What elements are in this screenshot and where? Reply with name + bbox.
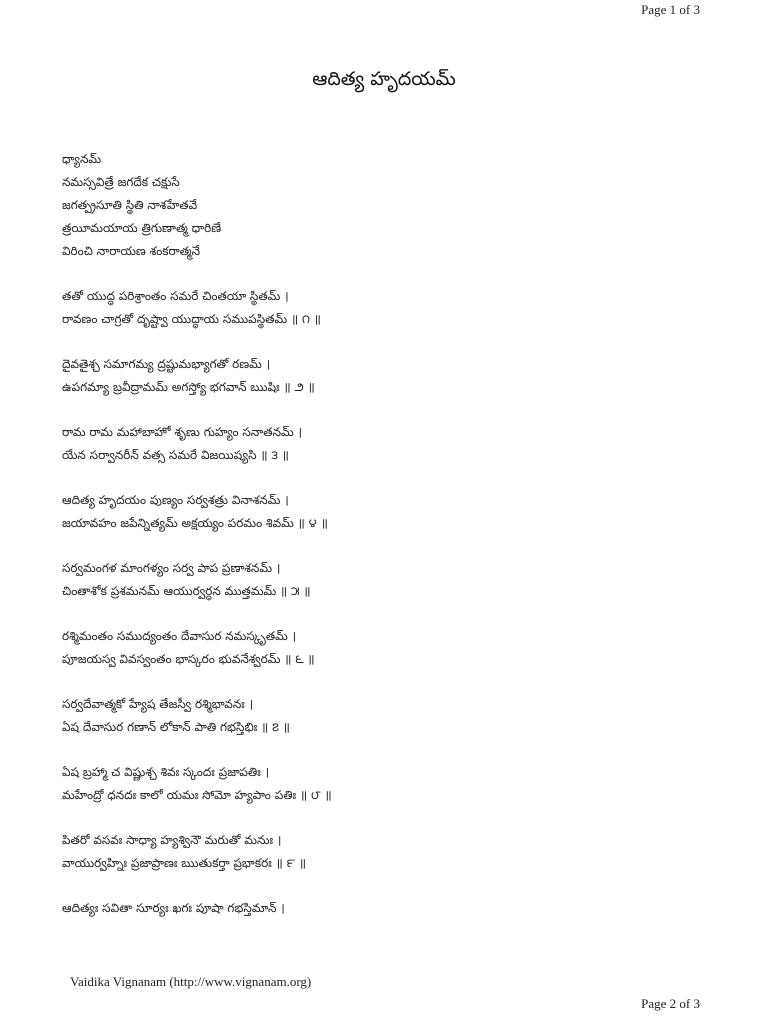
page-number-bottom: Page 2 of 3 xyxy=(641,996,700,1011)
document-title: ఆదిత్య హృదయమ్ xyxy=(312,68,456,90)
verse-7 xyxy=(62,693,702,739)
verse-line: జయావహం జపేన్నిత్యమ్ అక్షయ్యం పరమం శివమ్ ॥ ౪ ॥ xyxy=(62,516,328,530)
verse-1 xyxy=(62,285,702,331)
dhyanam-line: త్రయీమయాయ త్రిగుణాత్మ ధారిణే xyxy=(62,221,222,235)
verse-line: ఏష బ్రహ్మా చ విష్ణుశ్చ శివః స్కందః ప్రజాపతిః । xyxy=(62,765,270,779)
verse-6 xyxy=(62,625,702,671)
verse-line: తతో యుద్ధ పరిశ్రాంతం సమరే చింతయా స్థితమ్ । xyxy=(62,289,289,303)
verse-3 xyxy=(62,421,702,467)
verse-line: మహేంద్రో ధనదః కాలో యమః సోమో హ్యపాం పతిః ॥ ౮ ॥ xyxy=(62,788,332,802)
dhyanam-line: జగత్ప్రసూతి స్థితి నాశహేతవే xyxy=(62,198,198,212)
dhyanam-block xyxy=(62,148,702,263)
verse-line: ఏష దేవాసుర గణాన్ లోకాన్ పాతి గభస్తిభిః ॥ ౭ ॥ xyxy=(62,720,290,734)
verse-line: సర్వదేవాత్మకో హ్యేష తేజస్వీ రశ్మిభావనః । xyxy=(62,697,254,711)
footer-source: Vaidika Vignanam (http://www.vignanam.org) xyxy=(70,974,312,989)
verse-line: చింతాశోక ప్రశమనమ్ ఆయుర్వర్ధన ముత్తమమ్ ॥ ౫ ॥ xyxy=(62,584,311,598)
verse-line: ఆదిత్య హృదయం పుణ్యం సర్వశత్రు వినాశనమ్ । xyxy=(62,493,289,507)
verse-5 xyxy=(62,557,702,603)
verse-line: సర్వమంగళ మాంగళ్యం సర్వ పాప ప్రణాశనమ్ । xyxy=(62,561,281,575)
verse-line: వాయుర్వహ్నిః ప్రజాప్రాణః ఋతుకర్తా ప్రభాకరః ॥ ౯ ॥ xyxy=(62,856,307,870)
dhyanam-line: నమస్సవిత్రే జగదేక చక్షుసే xyxy=(62,175,180,189)
verse-line: యేన సర్వానరీన్ వత్స సమరే విజయిష్యసి ॥ ౩ ॥ xyxy=(62,448,289,462)
verse-line: రావణం చాగ్రతో దృష్ట్వా యుద్ధాయ సముపస్థితమ్ ॥ ౧ ॥ xyxy=(62,312,321,326)
dhyanam-line: విరించి నారాయణ శంకరాత్మనే xyxy=(62,244,201,258)
page-number-top: Page 1 of 3 xyxy=(641,2,700,17)
verse-2 xyxy=(62,353,702,399)
verse-line: పితరో వసవః సాధ్యా హ్యశ్వినౌ మరుతో మనుః । xyxy=(62,833,282,847)
verse-line: పూజయస్వ వివస్వంతం భాస్కరం భువనేశ్వరమ్ ॥ ౬ ॥ xyxy=(62,652,315,666)
verse-line: దైవతైశ్చ సమాగమ్య ద్రష్టుమభ్యాగతో రణమ్ । xyxy=(62,357,271,371)
verse-10 xyxy=(62,897,702,920)
verse-9 xyxy=(62,829,702,875)
dhyanam-heading: ధ్యానమ్ xyxy=(62,152,102,166)
verse-4 xyxy=(62,489,702,535)
verse-line: రామ రామ మహాబాహో శృణు గుహ్యం సనాతనమ్ । xyxy=(62,425,303,439)
verse-8 xyxy=(62,761,702,807)
verse-line: ఉపగమ్యా బ్రవీద్రామమ్ అగస్త్యో భగవాన్ ఋషిః ॥ ౨ ॥ xyxy=(62,380,315,394)
verse-line: రశ్మిమంతం సముద్యంతం దేవాసుర నమస్కృతమ్ । xyxy=(62,629,297,643)
document-body xyxy=(62,148,702,920)
verse-line: ఆదిత్యః సవితా సూర్యః ఖగః పూషా గభస్తిమాన్ । xyxy=(62,901,285,915)
